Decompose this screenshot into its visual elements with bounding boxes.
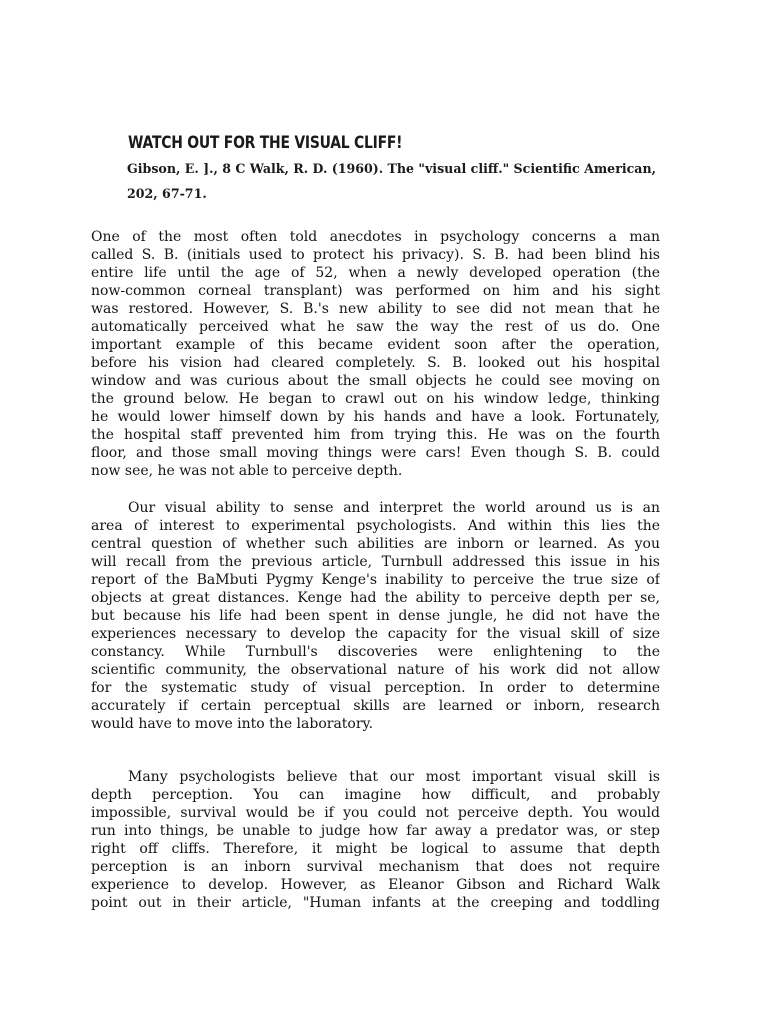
paragraph-line: called S. B. (initials used to protect his privacy). S. B. had been blind his bbox=[91, 247, 660, 263]
paragraph-line: constancy. While Turnbull's discoveries were enlightening to the bbox=[91, 644, 660, 660]
paragraph-line: right off cliffs. Therefore, it might be logical to assume that depth bbox=[91, 841, 660, 857]
citation-line: 202, 67-71. bbox=[127, 186, 207, 201]
paragraph-line: accurately if certain perceptual skills are learned or inborn, research bbox=[91, 698, 660, 714]
paragraph-line: area of interest to experimental psychologists. And within this lies the bbox=[91, 518, 660, 534]
paragraph-line: scientific community, the observational nature of his work did not allow bbox=[91, 662, 660, 678]
paragraph-line: would have to move into the laboratory. bbox=[91, 716, 374, 732]
body-paragraph-2 bbox=[91, 499, 660, 733]
body-paragraph-3 bbox=[91, 768, 660, 912]
paragraph-line: before his vision had cleared completely. S. B. looked out his hospital bbox=[91, 355, 660, 371]
paragraph-line: Our visual ability to sense and interpret the world around us is an bbox=[128, 500, 660, 516]
paragraph-line: central question of whether such abilities are inborn or learned. As you bbox=[91, 536, 660, 552]
paragraph-line: for the systematic study of visual perception. In order to determine bbox=[91, 680, 660, 696]
paragraph-line: perception is an inborn survival mechanism that does not require bbox=[91, 859, 660, 875]
paragraph-line: run into things, be unable to judge how far away a predator was, or step bbox=[91, 823, 660, 839]
paragraph-line: automatically perceived what he saw the way the rest of us do. One bbox=[91, 319, 660, 335]
paragraph-line: impossible, survival would be if you could not perceive depth. You would bbox=[91, 805, 660, 821]
paragraph-line: important example of this became evident soon after the operation, bbox=[91, 337, 660, 353]
citation-line: Gibson, E. ]., 8 C Walk, R. D. (1960). The "visual cliff." Scientific American, bbox=[127, 161, 656, 176]
body-paragraph-1 bbox=[91, 228, 660, 480]
paragraph-line: window and was curious about the small objects he could see moving on bbox=[91, 373, 660, 389]
paragraph-line: report of the BaMbuti Pygmy Kenge's inability to perceive the true size of bbox=[91, 572, 660, 588]
paragraph-line: floor, and those small moving things were cars! Even though S. B. could bbox=[91, 445, 660, 461]
paragraph-line: now see, he was not able to perceive depth. bbox=[91, 463, 403, 479]
paragraph-line: Many psychologists believe that our most important visual skill is bbox=[128, 769, 660, 785]
paragraph-line: the ground below. He began to crawl out on his window ledge, thinking bbox=[91, 391, 660, 407]
paragraph-line: depth perception. You can imagine how difficult, and probably bbox=[91, 787, 660, 803]
paragraph-line: point out in their article, "Human infants at the creeping and toddling bbox=[91, 895, 660, 911]
paragraph-line: objects at great distances. Kenge had the ability to perceive depth per se, bbox=[91, 590, 660, 606]
paragraph-line: experience to develop. However, as Eleanor Gibson and Richard Walk bbox=[91, 877, 660, 893]
paragraph-line: now-common corneal transplant) was performed on him and his sight bbox=[91, 283, 660, 299]
paragraph-line: but because his life had been spent in dense jungle, he did not have the bbox=[91, 608, 660, 624]
paragraph-line: experiences necessary to develop the capacity for the visual skill of size bbox=[91, 626, 660, 642]
citation bbox=[127, 156, 657, 206]
paragraph-line: entire life until the age of 52, when a newly developed operation (the bbox=[91, 265, 660, 281]
paragraph-line: the hospital staff prevented him from trying this. He was on the fourth bbox=[91, 427, 660, 443]
paragraph-line: will recall from the previous article, Turnbull addressed this issue in his bbox=[91, 554, 660, 570]
paragraph-line: One of the most often told anecdotes in psychology concerns a man bbox=[91, 229, 660, 245]
paragraph-line: was restored. However, S. B.'s new ability to see did not mean that he bbox=[91, 301, 660, 317]
article-title: WATCH OUT FOR THE VISUAL CLIFF! bbox=[128, 133, 403, 153]
paragraph-line: he would lower himself down by his hands and have a look. Fortunately, bbox=[91, 409, 660, 425]
